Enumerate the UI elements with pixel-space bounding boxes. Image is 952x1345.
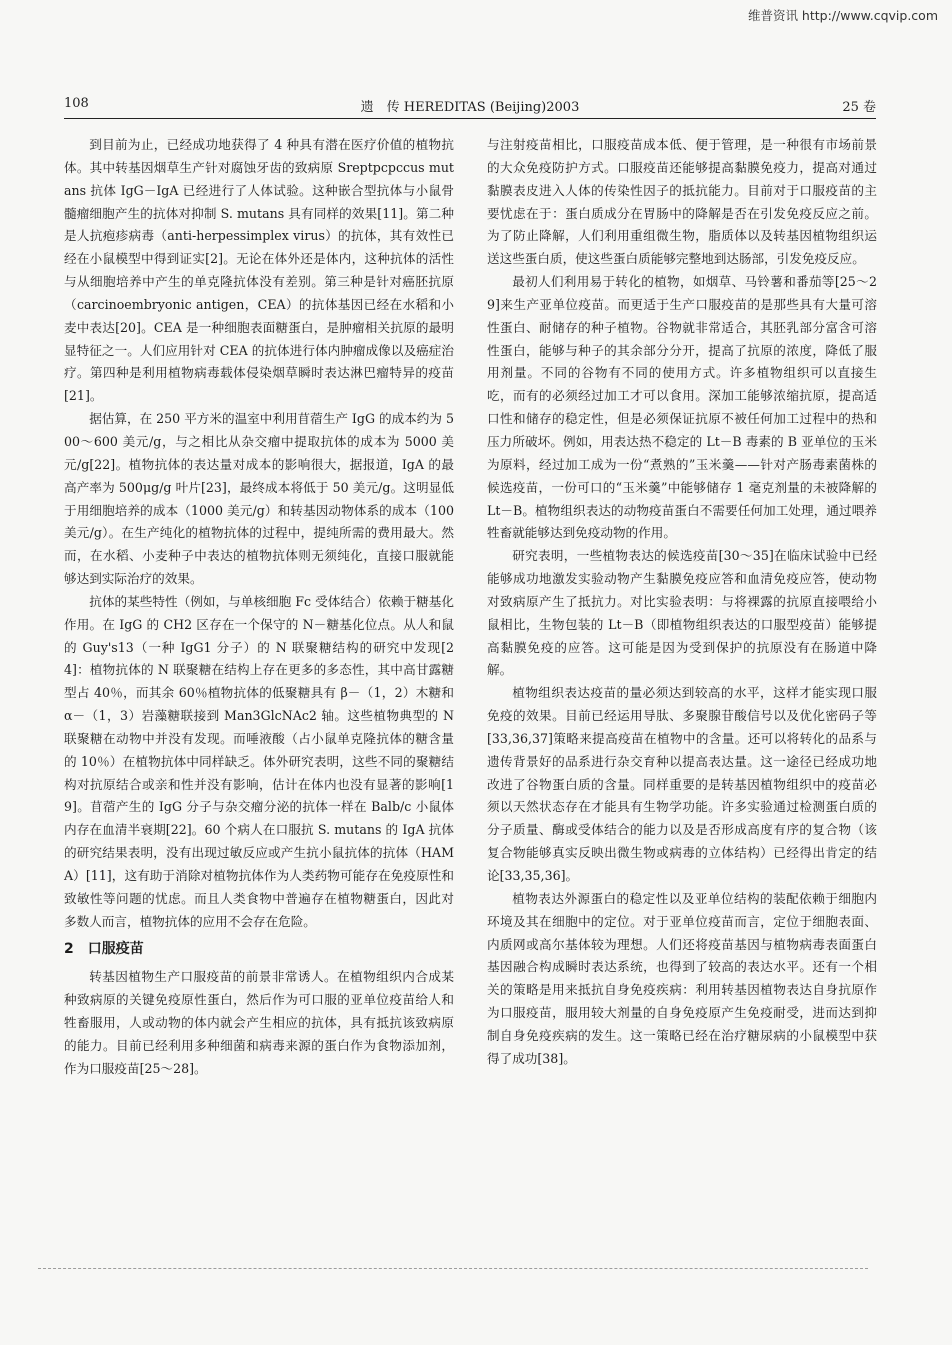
left-column (64, 134, 454, 1081)
paragraph: 据估算，在 250 平方米的温室中利用苜蓿生产 IgG 的成本约为 500～600 美元/g，与之相比从杂交瘤中提取抗体的成本为 5000 美元/g[22]。植物抗体的表达量对成本的影响很大，据报道，IgA 的最高产率为 500μg/g 叶片[23]，最终成本将低于 50 美元/g。这明显低于用细胞培养的成本（1000 美元/g）和转基因动物体系的成本（100 美元/g）。在生产纯化的植物抗体的过程中，提纯所需的费用最大。然而，在水稻、小麦种子中表达的植物抗体则无须纯化，直接口服就能够达到实际治疗的效果。 (64, 411, 455, 587)
paragraph: 研究表明，一些植物表达的候选疫苗[30～35]在临床试验中已经能够成功地激发实验动物产生黏膜免疫应答和血清免疫应答，使动物对致病原产生了抵抗力。对比实验表明：与将裸露的抗原直接喂给小鼠相比，生物包装的 Lt－B（即植物组织表达的口服型疫苗）能够提高黏膜免疫的应答。这可能是因为受到保护的抗原没有在肠道中降解。 (487, 548, 877, 678)
paragraph: 与注射疫苗相比，口服疫苗成本低、便于管理，是一种很有市场前景的大众免疫防护方式。口服疫苗还能够提高黏膜免疫力，提高对通过黏膜表皮进入人体的传染性因子的抵抗能力。目前对于口服疫苗的主要忧虑在于：蛋白质成分在胃肠中的降解是否在引发免疫反应之前。为了防止降解，人们利用重组微生物，脂质体以及转基因植物组织运送这些蛋白质，使这些蛋白质能够完整地到达肠部，引发免疫反应。 (487, 137, 877, 267)
paragraph: 植物组织表达疫苗的量必须达到较高的水平，这样才能实现口服免疫的效果。目前已经运用导肽、多聚腺苷酸信号以及优化密码子等[33,36,37]策略来提高疫苗在植物中的含量。还可以将转化的品系与遗传背景好的品系进行杂交育种以提高表达量。这一途径已经成功地改进了谷物蛋白质的含量。同样重要的是转基因植物组织中的疫苗必须以天然状态存在才能具有生物学功能。许多实验通过检测蛋白质的分子质量、酶或受体结合的能力以及是否形成高度有序的复合物（该复合物能够真实反映出微生物或病毒的立体结构）已经得出肯定的结论[33,35,36]。 (487, 685, 877, 883)
watermark: 维普资讯 http://www.cqvip.com (747, 8, 938, 23)
running-header (64, 96, 876, 116)
paragraph: 最初人们利用易于转化的植物，如烟草、马铃薯和番茄等[25～29]来生产亚单位疫苗。而更适于生产口服疫苗的是那些具有大量可溶性蛋白、耐储存的种子植物。谷物就非常适合，其胚乳部分富含可溶性蛋白，能够与种子的其余部分分开，提高了抗原的浓度，降低了服用剂量。不同的谷物有不同的使用方式。许多植物组织可以直接生吃，而有的必须经过加工才可以食用。深加工能够浓缩抗原，提高适口性和储存的稳定性，但是必须保证抗原不被任何加工过程中的热和压力所破坏。例如，用表达热不稳定的 Lt－B 毒素的 B 亚单位的玉米为原料，经过加工成为一份“煮熟的”玉米羹——针对产肠毒素菌株的候选疫苗，一份可口的“玉米羹”中能够储存 1 毫克剂量的未被降解的 Lt－B。植物组织表达的动物疫苗蛋白不需要任何加工处理，通过喂养牲畜就能够达到免疫动物的作用。 (487, 274, 877, 541)
header-rule (64, 118, 876, 119)
page-number: 108 (64, 96, 89, 111)
journal-title: 遗 传 HEREDITAS (Beijing)2003 (360, 100, 580, 115)
section-heading: 2 口服疫苗 (64, 940, 144, 957)
paragraph: 转基因植物生产口服疫苗的前景非常诱人。在植物组织内合成某种致病原的关键免疫原性蛋白，然后作为可口服的亚单位疫苗给人和牲畜服用，人或动物的体内就会产生相应的抗体，具有抵抗该致病原的能力。目前已经利用多种细菌和病毒来源的蛋白作为食物添加剂，作为口服疫苗[25～28]。 (64, 969, 454, 1076)
scan-artifact-line (38, 1268, 868, 1271)
paragraph: 到目前为止，已经成功地获得了 4 种具有潜在医疗价值的植物抗体。其中转基因烟草生产针对腐蚀牙齿的致病原 Sreptpcpccus mutans 抗体 IgG－IgA 已经进行了人体试验。这种嵌合型抗体与小鼠骨髓瘤细胞产生的抗体对抑制 S. mutans 具有同样的效果[11]。第二种是人抗疱疹病毒（anti-herpessimplex virus）的抗体，其有效性已经在小鼠模型中得到证实[2]。无论在体外还是体内，这种抗体的活性与从细胞培养中产生的单克隆抗体没有差别。第三种是针对癌胚抗原（carcinoembryonic antigen，CEA）的抗体基因已经在水稻和小麦中表达[20]。CEA 是一种细胞表面糖蛋白，是肿瘤相关抗原的最明显特征之一。人们应用针对 CEA 的抗体进行体内肿瘤成像以及癌症治疗。第四种是利用植物病毒载体侵染烟草瞬时表达淋巴瘤特异的疫苗[21]。 (64, 137, 454, 404)
right-column (487, 134, 877, 1071)
paragraph: 植物表达外源蛋白的稳定性以及亚单位结构的装配依赖于细胞内环境及其在细胞中的定位。对于亚单位疫苗而言，定位于细胞表面、内质网或高尔基体较为理想。人们还将疫苗基因与植物病毒表面蛋白基因融合构成瞬时表达系统，也得到了较高的表达水平。还有一个相关的策略是用来抵抗自身免疫疾病：利用转基因植物表达自身抗原作为口服疫苗，服用较大剂量的自身免疫原产生免疫耐受，进而达到抑制自身免疫疾病的发生。这一策略已经在治疗糖尿病的小鼠模型中获得了成功[38]。 (487, 890, 877, 1066)
paragraph: 抗体的某些特性（例如，与单核细胞 Fc 受体结合）依赖于糖基化作用。在 IgG 的 CH2 区存在一个保守的 N－糖基化位点。从人和鼠的 Guy's13（一种 IgG1 分子）的 N 联聚糖结构的研究中发现[24]：植物抗体的 N 联聚糖在结构上存在更多的多态性，其中高甘露糖型占 40％，而其余 60％植物抗体的低聚糖具有 β－（1，2）木糖和 α－（1，3）岩藻糖联接到 Man3GlcNAc2 轴。这些植物典型的 N 联聚糖在动物中并没有发现。而唾液酸（占小鼠单克隆抗体的糖含量的 10％）在植物抗体中同样缺乏。体外研究表明，这些不同的聚糖结构对抗原结合或亲和性并没有影响，估计在体内也没有显著的影响[19]。苜蓿产生的 IgG 分子与杂交瘤分泌的抗体一样在 Balb/c 小鼠体内存在血清半衰期[22]。60 个病人在口服抗 S. mutans 的 IgA 抗体的研究结果表明，没有出现过敏反应或产生抗小鼠抗体的抗体（HAMA）[11]，这有助于消除对植物抗体作为人类药物可能存在免疫原性和致敏性等问题的忧虑。而且人类食物中普遍存在植物糖蛋白，因此对多数人而言，植物抗体的应用不会存在危险。 (64, 593, 454, 929)
volume-number: 25 卷 (842, 100, 876, 115)
